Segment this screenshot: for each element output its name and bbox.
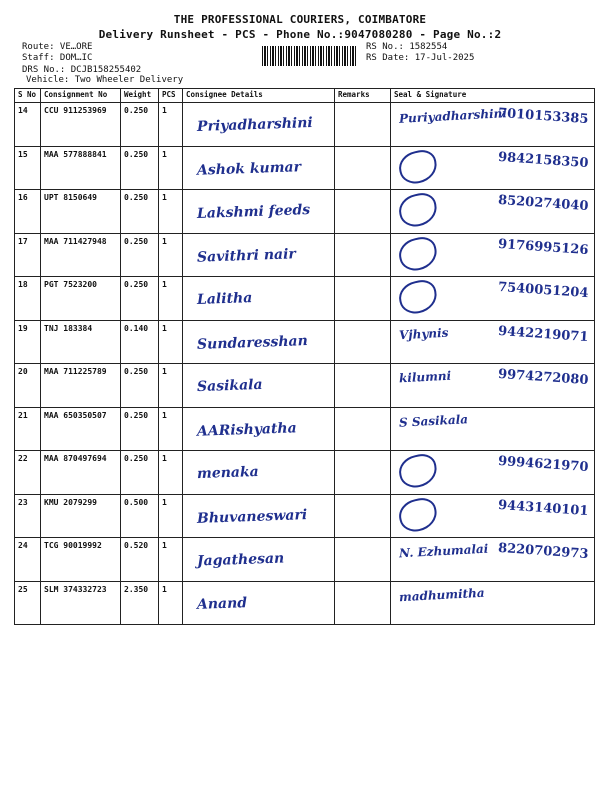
weight-cell: 2.350: [121, 581, 159, 625]
rs-number: RS No.: 1582554: [366, 42, 448, 52]
consignee-handwriting: Sundaresshan: [196, 332, 309, 353]
signature-cell: [391, 320, 595, 364]
weight-cell: 0.250: [121, 190, 159, 234]
consignee-cell: [183, 103, 335, 147]
signature-scribble: [396, 147, 440, 186]
remarks-cell: [335, 451, 391, 495]
consignment-cell: MAA 711427948: [41, 233, 121, 277]
pcs-cell: 1: [159, 320, 183, 364]
weight-cell: 0.250: [121, 277, 159, 321]
table-row: [15, 581, 595, 625]
drs-number: DRS No.: DCJB158255402: [22, 65, 142, 75]
weight-cell: 0.520: [121, 538, 159, 582]
company-title: THE PROFESSIONAL COURIERS, COIMBATORE: [173, 13, 427, 26]
consignment-cell: PGT 7523200: [41, 277, 121, 321]
col-header-remarks: Remarks: [335, 89, 391, 103]
barcode: [262, 46, 358, 66]
weight-cell: 0.250: [121, 146, 159, 190]
signature-cell: [391, 277, 595, 321]
table-row: [15, 146, 595, 190]
consignee-handwriting: Lakshmi feeds: [196, 202, 311, 222]
consignment-cell: CCU 911253969: [41, 103, 121, 147]
pcs-cell: 1: [159, 451, 183, 495]
table-row: [15, 407, 595, 451]
weight-cell: 0.250: [121, 364, 159, 408]
consignment-cell: SLM 374332723: [41, 581, 121, 625]
consignee-handwriting: Sasikala: [196, 376, 263, 396]
signature-scribble: [396, 190, 440, 229]
consignment-cell: MAA 577888841: [41, 146, 121, 190]
consignee-handwriting: Lalitha: [196, 290, 253, 308]
pcs-cell: 1: [159, 277, 183, 321]
consignment-cell: UPT 8150649: [41, 190, 121, 234]
consignee-handwriting: Anand: [196, 594, 248, 613]
weight-cell: 0.140: [121, 320, 159, 364]
signature-cell: [391, 494, 595, 538]
col-header-signature: Seal & Signature: [391, 89, 595, 103]
remarks-cell: [335, 538, 391, 582]
consignment-cell: MAA 650350507: [41, 407, 121, 451]
consignment-cell: MAA 711225789: [41, 364, 121, 408]
sno-cell: 14: [15, 103, 41, 147]
consignment-cell: MAA 870497694: [41, 451, 121, 495]
consignee-cell: [183, 320, 335, 364]
phone-handwriting: 8220702973: [497, 540, 589, 563]
phone-handwriting: 7540051204: [497, 279, 589, 302]
remarks-cell: [335, 233, 391, 277]
consignee-cell: [183, 581, 335, 625]
runsheet-table: [14, 88, 595, 625]
sno-cell: 25: [15, 581, 41, 625]
phone-handwriting: 9994621970: [497, 453, 589, 476]
col-header-consignee: Consignee Details: [183, 89, 335, 103]
signature-handwriting: N. Ezhumalai: [398, 541, 489, 561]
pcs-cell: 1: [159, 581, 183, 625]
signature-scribble: [396, 451, 440, 490]
signature-handwriting: Puriyadharshini: [398, 106, 508, 126]
phone-handwriting: 9842158350: [497, 149, 589, 171]
consignee-cell: [183, 277, 335, 321]
vehicle-label: Vehicle: Two Wheeler Delivery: [26, 75, 184, 85]
signature-cell: [391, 146, 595, 190]
pcs-cell: 1: [159, 103, 183, 147]
signature-cell: [391, 233, 595, 277]
sno-cell: 18: [15, 277, 41, 321]
consignee-cell: [183, 451, 335, 495]
consignee-handwriting: Ashok kumar: [196, 158, 302, 179]
pcs-cell: 1: [159, 494, 183, 538]
consignee-handwriting: menaka: [196, 463, 260, 483]
signature-cell: [391, 581, 595, 625]
signature-scribble: [396, 495, 440, 534]
signature-handwriting: S Sasikala: [398, 411, 469, 430]
weight-cell: 0.250: [121, 103, 159, 147]
col-header-pcs: PCS: [159, 89, 183, 103]
table-row: [15, 190, 595, 234]
table-row: [15, 451, 595, 495]
consignee-cell: [183, 233, 335, 277]
consignee-handwriting: Jagathesan: [196, 550, 285, 570]
pcs-cell: 1: [159, 538, 183, 582]
signature-cell: [391, 451, 595, 495]
table-header-row: [15, 89, 595, 103]
consignee-handwriting: Priyadharshini: [196, 114, 313, 136]
table-row: [15, 320, 595, 364]
weight-cell: 0.250: [121, 407, 159, 451]
phone-handwriting: 8520274040: [497, 192, 589, 215]
signature-handwriting: Vjhynis: [398, 325, 449, 342]
consignment-cell: TNJ 183384: [41, 320, 121, 364]
sno-cell: 15: [15, 146, 41, 190]
consignee-handwriting: Bhuvaneswari: [196, 506, 308, 527]
pcs-cell: 1: [159, 407, 183, 451]
remarks-cell: [335, 277, 391, 321]
table-row: [15, 494, 595, 538]
signature-scribble: [396, 277, 440, 316]
signature-cell: [391, 103, 595, 147]
pcs-cell: 1: [159, 364, 183, 408]
pcs-cell: 1: [159, 233, 183, 277]
remarks-cell: [335, 494, 391, 538]
phone-handwriting: 7010153385: [497, 105, 589, 128]
route-label: Route: VE…ORE: [22, 42, 93, 52]
consignee-cell: [183, 407, 335, 451]
signature-cell: [391, 538, 595, 582]
weight-cell: 0.500: [121, 494, 159, 538]
runsheet-title: Delivery Runsheet - PCS - Phone No.:9047080280 - Page No.:2: [98, 28, 502, 41]
remarks-cell: [335, 146, 391, 190]
remarks-cell: [335, 364, 391, 408]
phone-handwriting: 9442219071: [497, 323, 589, 345]
col-header-sno: S No: [15, 89, 41, 103]
table-row: [15, 233, 595, 277]
consignee-handwriting: AARishyatha: [196, 419, 297, 440]
remarks-cell: [335, 407, 391, 451]
sno-cell: 20: [15, 364, 41, 408]
col-header-consignment: Consignment No: [41, 89, 121, 103]
pcs-cell: 1: [159, 190, 183, 234]
signature-scribble: [396, 234, 440, 273]
sno-cell: 16: [15, 190, 41, 234]
consignee-cell: [183, 538, 335, 582]
sno-cell: 19: [15, 320, 41, 364]
rs-date: RS Date: 17-Jul-2025: [366, 53, 475, 63]
signature-cell: [391, 407, 595, 451]
consignee-handwriting: Savithri nair: [196, 245, 297, 266]
signature-cell: [391, 190, 595, 234]
remarks-cell: [335, 190, 391, 234]
phone-handwriting: 9974272080: [497, 366, 589, 389]
sno-cell: 23: [15, 494, 41, 538]
table-row: [15, 364, 595, 408]
weight-cell: 0.250: [121, 233, 159, 277]
sno-cell: 17: [15, 233, 41, 277]
consignment-cell: TCG 90019992: [41, 538, 121, 582]
consignee-cell: [183, 190, 335, 234]
consignee-cell: [183, 494, 335, 538]
signature-handwriting: madhumitha: [398, 585, 485, 604]
consignment-cell: KMU 2079299: [41, 494, 121, 538]
consignee-cell: [183, 364, 335, 408]
consignee-cell: [183, 146, 335, 190]
table-row: [15, 538, 595, 582]
staff-label: Staff: DOM…IC: [22, 53, 93, 63]
col-header-weight: Weight: [121, 89, 159, 103]
signature-cell: [391, 364, 595, 408]
signature-handwriting: kilumni: [398, 368, 452, 386]
phone-handwriting: 9176995126: [497, 236, 589, 258]
sno-cell: 21: [15, 407, 41, 451]
table-row: [15, 277, 595, 321]
sno-cell: 22: [15, 451, 41, 495]
sno-cell: 24: [15, 538, 41, 582]
table-row: [15, 103, 595, 147]
remarks-cell: [335, 320, 391, 364]
weight-cell: 0.250: [121, 451, 159, 495]
remarks-cell: [335, 103, 391, 147]
remarks-cell: [335, 581, 391, 625]
phone-handwriting: 9443140101: [497, 497, 589, 519]
pcs-cell: 1: [159, 146, 183, 190]
